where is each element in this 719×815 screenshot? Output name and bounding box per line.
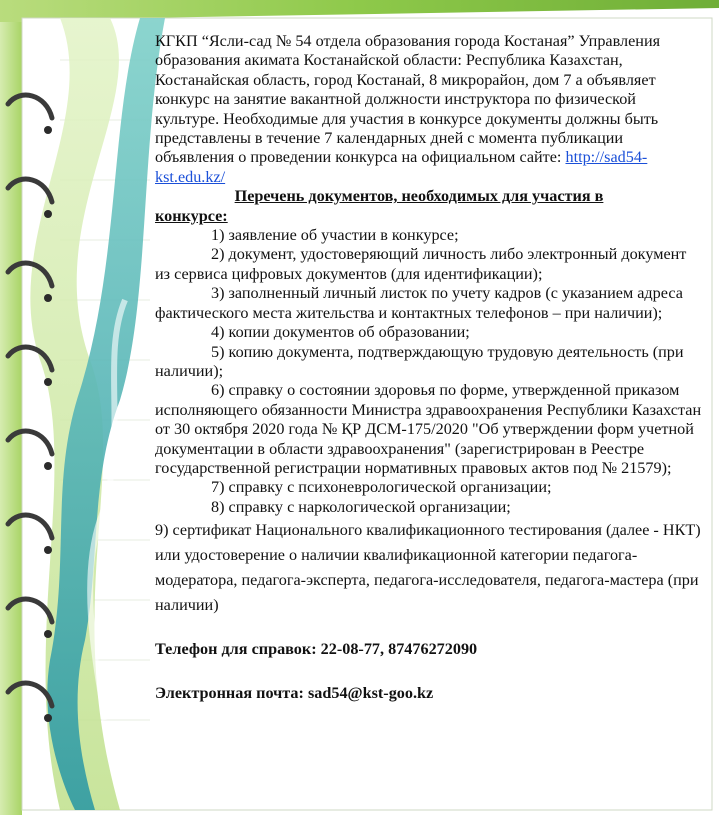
announcement-body [155, 32, 703, 703]
intro-text: КГКП “Ясли-сад № 54 отдела образования города Костаная” Управления образования акимата Костанайской области: Республика Казахстан, Костанайская область, город Костанай, 8 микрорайон, дом 7 а объявляет конкурс на занятие вакантной должности инструктора по физической культуре. Необходимые для участия в конкурсе документы должны быть представлены в течение 7 календарных дней с момента публикации объявления о проведении конкурса на официальном сайте: [155, 32, 661, 167]
list-item: 8) справку с наркологической организации; [211, 497, 511, 516]
email-line: Электронная почта: sad54@kst-goo.kz [155, 683, 434, 702]
list-item: 1) заявление об участии в конкурсе; [211, 226, 459, 245]
left-green-strip [0, 0, 22, 815]
list-item: 4) копии документов об образовании; [211, 323, 470, 342]
phone-line: Телефон для справок: 22-08-77, 87476272090 [155, 640, 478, 659]
list-item: 9) сертификат Национального квалификационного тестирования (далее - НКТ) или удостоверение о наличии квалификационной категории педагога-модератора, педагога-эксперта, педагога-исследователя, педагога-мастера (при наличии) [155, 521, 701, 615]
list-item: 5) копию документа, подтверждающую трудовую деятельность (при наличии); [155, 342, 684, 380]
documents-heading-line2: конкурсе: [155, 206, 228, 225]
documents-heading [155, 187, 703, 226]
website-link[interactable]: http://sad54-kst.edu.kz/ [155, 148, 648, 186]
documents-heading-line1: Перечень документов, необходимых для участия в [234, 187, 604, 206]
list-item: 3) заполненный личный листок по учету кадров (с указанием адреса фактического места жительства и контактных телефонов – при наличии); [155, 284, 683, 322]
list-item: 6) справку о состоянии здоровья по форме, утвержденной приказом исполняющего обязанности Министра здравоохранения Республики Казахстан от 30 октября 2020 года № ҚР ДСМ-175/2020 "Об утверждении форм учетной документации в области здравоохранения" (зарегистрирован в Реестре государственной регистрации нормативных правовых актов под № 21579); [155, 381, 702, 477]
list-item: 7) справку с психоневрологической организации; [211, 478, 552, 497]
list-item: 2) документ, удостоверяющий личность либо электронный документ из сервиса цифровых документов (для идентификации); [155, 245, 687, 283]
intro-paragraph [155, 32, 703, 187]
